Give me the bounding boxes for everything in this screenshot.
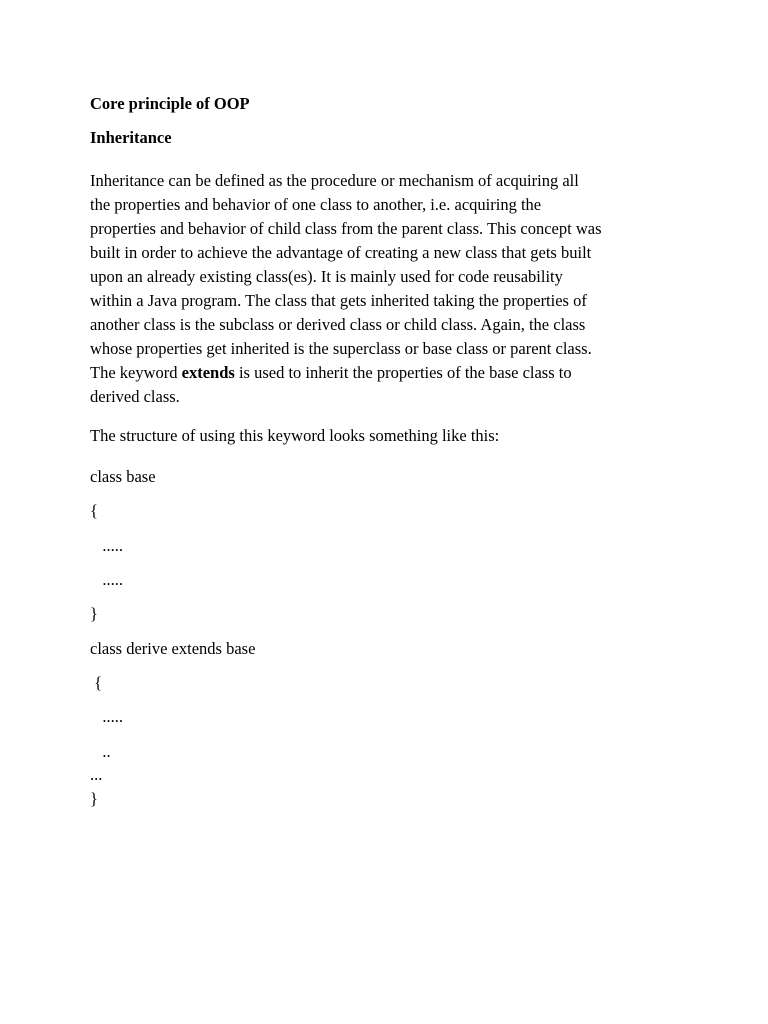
section-heading: Inheritance [90, 128, 172, 147]
paragraph-line: derived class. [90, 387, 180, 406]
code-line: class derive extends base [90, 639, 256, 658]
code-line: ..... [90, 536, 123, 555]
paragraph-line: Inheritance can be defined as the procedure or mechanism of acquiring all [90, 171, 579, 190]
inheritance-paragraph [90, 169, 650, 409]
code-line: .. [90, 742, 111, 761]
code-line: { [90, 501, 98, 520]
paragraph-keyword-line [90, 361, 650, 385]
code-line: ..... [90, 707, 123, 726]
paragraph-line: the properties and behavior of one class to another, i.e. acquiring the [90, 195, 542, 214]
code-line: } [90, 604, 98, 623]
paragraph-line: built in order to achieve the advantage of creating a new class that gets built [90, 243, 592, 262]
code-line: } [90, 789, 98, 808]
code-line: ..... [90, 570, 123, 589]
paragraph-line: within a Java program. The class that gets inherited taking the properties of [90, 291, 587, 310]
paragraph-line: whose properties get inherited is the superclass or base class or parent class. [90, 339, 592, 358]
extends-keyword: extends [181, 363, 235, 382]
code-line: { [90, 673, 103, 692]
code-line: ... [90, 765, 103, 784]
structure-intro: The structure of using this keyword looks something like this: [90, 426, 500, 445]
paragraph-line: properties and behavior of child class from the parent class. This concept was [90, 219, 602, 238]
code-line: class base [90, 467, 156, 486]
paragraph-line: another class is the subclass or derived class or child class. Again, the class [90, 315, 586, 334]
keyword-line-before: The keyword [90, 363, 182, 382]
paragraph-line: upon an already existing class(es). It is mainly used for code reusability [90, 267, 563, 286]
document-title: Core principle of OOP [90, 94, 250, 113]
keyword-line-after: is used to inherit the properties of the base class to [234, 363, 572, 382]
